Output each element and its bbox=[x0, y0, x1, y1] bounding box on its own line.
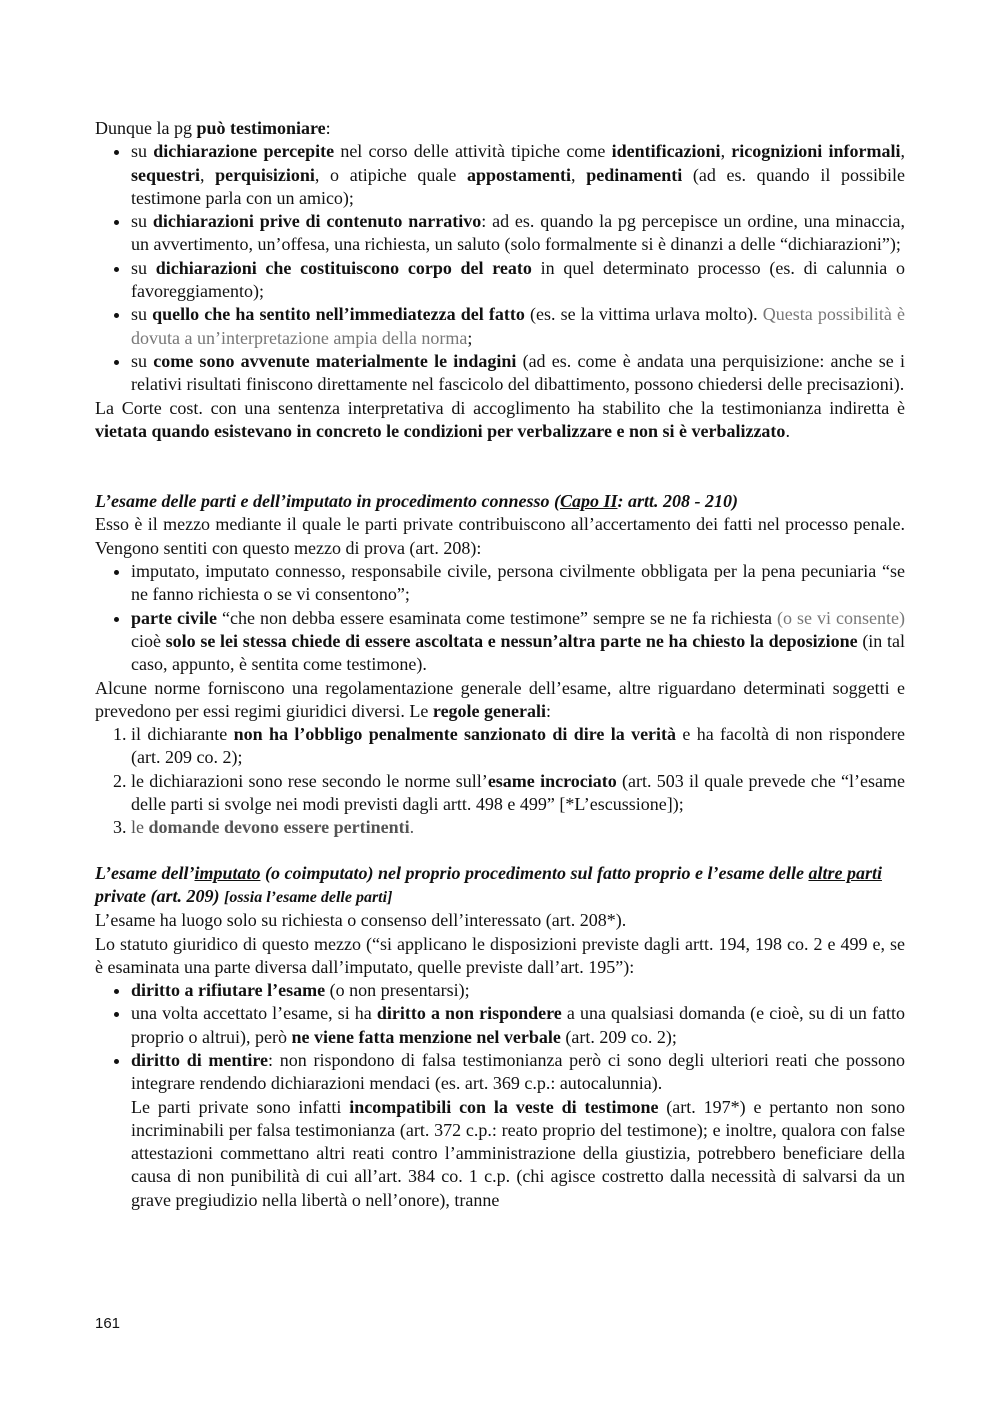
list-item: 2. le dichiarazioni sono rese secondo le norme sull’esame incrociato (art. 503 il quale prevede che “l’esame delle parti si svolge nei modi previsti dagli artt. 498 e 499” [*L’escussione]); bbox=[131, 770, 905, 817]
general-rules-paragraph: Alcune norme forniscono una regolamentazione generale dell’esame, altre riguardano determinati soggetti e prevedono per essi regimi giuridici diversi. Le regole generali: bbox=[95, 677, 905, 721]
list-item: • su dichiarazione percepite nel corso delle attività tipiche come identificazioni, ricognizioni informali, sequestri, perquisizioni, o atipiche quale appostamenti, pedinamenti (ad es. quando il possibile testimone parla con un amico); bbox=[131, 140, 905, 210]
list-item: • parte civile “che non debba essere esaminata come testimone” sempre se ne fa richiesta (o se vi consente) cioè solo se lei stessa chiede di essere ascoltata e nessun’altra parte ne ha chiesto la deposizione (in tal caso, appunto, è sentita come testimone). bbox=[131, 607, 905, 677]
list-item: • su dichiarazioni prive di contenuto narrativo: ad es. quando la pg percepisce un ordine, una minaccia, un avvertimento, un’offesa, una richiesta, un saluto (solo formalmente si è dinanzi a delle “dichiarazioni”); bbox=[131, 210, 905, 257]
spacer bbox=[95, 840, 905, 862]
subjects-list bbox=[95, 560, 905, 676]
section-paragraph: L’esame ha luogo solo su richiesta o consenso dell’interessato (art. 208*). bbox=[95, 910, 627, 931]
list-item: • imputato, imputato connesso, responsabile civile, persona civilmente obbligata per la pena pecuniaria “se ne fanno richiesta o se vi consentono”; bbox=[131, 560, 905, 607]
list-item: • su come sono avvenute materialmente le indagini (ad es. come è andata una perquisizione: anche se i relativi risultati finiscono direttamente nel fascicolo del dibattimento, possono chiedersi delle precisazioni). bbox=[131, 350, 905, 397]
corte-cost-paragraph: La Corte cost. con una sentenza interpretativa di accoglimento ha stabilito che la testimonianza indiretta è vietata quando esistevano in concreto le condizioni per verbalizzare e non si è verbalizzato. bbox=[95, 397, 905, 441]
list-item: • diritto a rifiutare l’esame (o non presentarsi); bbox=[131, 979, 905, 1002]
list-item: • una volta accettato l’esame, si ha diritto a non rispondere a una qualsiasi domanda (e cioè, su di un fatto proprio o altrui), però ne viene fatta menzione nel verbale (art. 209 co. 2); bbox=[131, 1002, 905, 1049]
section-heading-esame-parti: L’esame delle parti e dell’imputato in procedimento connesso (Capo II: artt. 208 - 210) bbox=[95, 491, 738, 512]
list-item: • su quello che ha sentito nell’immediatezza del fatto (es. se la vittima urlava molto). Questa possibilità è dovuta a un’interpretazione ampia della norma; bbox=[131, 303, 905, 350]
page-number: 161 bbox=[95, 1315, 121, 1332]
section-paragraph: Esso è il mezzo mediante il quale le parti private contribuiscono all’accertamento dei fatti nel processo penale. Vengono sentiti con questo mezzo di prova (art. 208): bbox=[95, 514, 905, 558]
list-item: • diritto di mentire: non rispondono di falsa testimonianza però ci sono degli ulteriori reati che possono integrare rendendo dichiarazioni mendaci (es. art. 369 c.p.: autocalunnia). Le parti private sono infatti incompatibili con la veste di testimone (art. 197*) e pertanto non sono incriminabili per falsa testimonianza (art. 372 c.p.: reato proprio del testimone); e inoltre, qualora con false attestazioni commettano altri reati contro l’amministrazione della giustizia, potrebbero beneficiare della causa di non punibilità di cui all’art. 384 co. 1 c.p. (chi agisce costretto dalla necessità di salvarsi da un grave pregiudizio nella libertà o nell’onore), tranne bbox=[131, 1049, 905, 1212]
list-item: 1. il dichiarante non ha l’obbligo penalmente sanzionato di dire la verità e ha facoltà di non rispondere (art. 209 co. 2); bbox=[131, 723, 905, 770]
list-item: 3. le domande devono essere pertinenti. bbox=[131, 816, 905, 839]
section-paragraph: Lo statuto giuridico di questo mezzo (“si applicano le disposizioni previste dagli artt. 194, 198 co. 2 e 499 e, se è esaminata una parte diversa dall’imputato, quelle previste dall’art. 195”): bbox=[95, 933, 905, 977]
statuto-list bbox=[95, 979, 905, 1212]
section-heading-esame-imputato: L’esame dell’imputato (o coimputato) nel proprio procedimento sul fatto proprio e l’esame delle altre parti private (art. 209) [ossia l’esame delle parti] bbox=[95, 862, 882, 906]
pg-testimony-list bbox=[95, 140, 905, 396]
intro-paragraph: Dunque la pg può testimoniare: bbox=[95, 118, 331, 138]
general-rules-list bbox=[95, 723, 905, 839]
spacer bbox=[95, 443, 905, 490]
list-item: • su dichiarazioni che costituiscono corpo del reato in quel determinato processo (es. di calunnia o favoreggiamento); bbox=[131, 257, 905, 304]
